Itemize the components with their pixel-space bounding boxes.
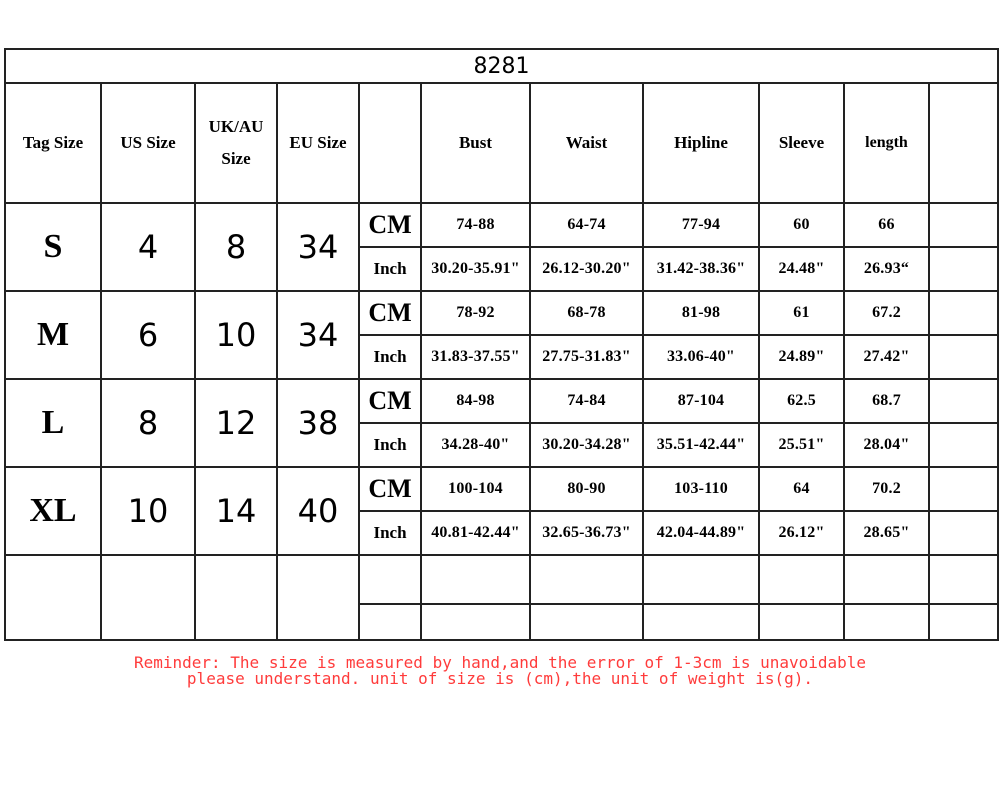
reminder-line-1: Reminder: The size is measured by hand,and the error of 1-3cm is unavoidable: [133, 653, 867, 672]
waist-cm-cell: 80-90: [530, 467, 643, 511]
extra-cell: [929, 335, 998, 379]
tag-size-cell: M: [5, 291, 101, 379]
length-cm-cell: 70.2: [844, 467, 929, 511]
empty-cell: [101, 555, 195, 640]
us-size-cell: 6: [101, 291, 195, 379]
uk-au-size-cell: 8: [195, 203, 277, 291]
header-uk-au-size: [195, 83, 277, 203]
unit-inch-label: Inch: [359, 511, 421, 555]
empty-cell: [929, 555, 998, 604]
bust-cm-cell: 74-88: [421, 203, 530, 247]
hipline-cm-cell: 77-94: [643, 203, 759, 247]
uk-au-size-cell: 10: [195, 291, 277, 379]
header-extra: [929, 83, 998, 203]
bust-cm-cell: 100-104: [421, 467, 530, 511]
unit-cm-label: CM: [359, 203, 421, 247]
uk-au-size-cell: 14: [195, 467, 277, 555]
unit-inch-label: Inch: [359, 247, 421, 291]
tag-size-cell: S: [5, 203, 101, 291]
sleeve-inch-cell: 26.12": [759, 511, 844, 555]
length-cm-cell: 66: [844, 203, 929, 247]
empty-cell: [759, 604, 844, 640]
header-unit: [359, 83, 421, 203]
uk-au-size-cell: 12: [195, 379, 277, 467]
header-row: [5, 83, 998, 203]
empty-cell: [844, 604, 929, 640]
extra-cell: [929, 467, 998, 511]
unit-inch-label: Inch: [359, 423, 421, 467]
unit-cm-label: CM: [359, 467, 421, 511]
unit-cm-label: CM: [359, 379, 421, 423]
header-sleeve: Sleeve: [759, 83, 844, 203]
us-size-cell: 10: [101, 467, 195, 555]
waist-inch-cell: 27.75-31.83": [530, 335, 643, 379]
length-inch-cell: 28.65": [844, 511, 929, 555]
sleeve-cm-cell: 62.5: [759, 379, 844, 423]
length-inch-cell: 28.04": [844, 423, 929, 467]
table-row-l-cm: [5, 379, 998, 423]
sleeve-inch-cell: 24.89": [759, 335, 844, 379]
eu-size-cell: 38: [277, 379, 359, 467]
empty-cell: [530, 555, 643, 604]
hipline-inch-cell: 31.42-38.36": [643, 247, 759, 291]
header-uk-au-line2: Size: [221, 149, 251, 168]
eu-size-cell: 40: [277, 467, 359, 555]
hipline-inch-cell: 42.04-44.89": [643, 511, 759, 555]
table-row-m-cm: [5, 291, 998, 335]
us-size-cell: 8: [101, 379, 195, 467]
extra-cell: [929, 423, 998, 467]
size-chart-table: [4, 48, 999, 641]
empty-cell: [844, 555, 929, 604]
header-hipline: Hipline: [643, 83, 759, 203]
empty-cell: [359, 555, 421, 604]
extra-cell: [929, 379, 998, 423]
sleeve-inch-cell: 25.51": [759, 423, 844, 467]
waist-cm-cell: 64-74: [530, 203, 643, 247]
header-waist: Waist: [530, 83, 643, 203]
bust-inch-cell: 30.20-35.91": [421, 247, 530, 291]
empty-cell: [530, 604, 643, 640]
bust-inch-cell: 31.83-37.55": [421, 335, 530, 379]
waist-inch-cell: 32.65-36.73": [530, 511, 643, 555]
bust-cm-cell: 78-92: [421, 291, 530, 335]
length-inch-cell: 27.42": [844, 335, 929, 379]
us-size-cell: 4: [101, 203, 195, 291]
unit-cm-label: CM: [359, 291, 421, 335]
hipline-cm-cell: 103-110: [643, 467, 759, 511]
empty-cell: [359, 604, 421, 640]
reminder-note: [0, 655, 1000, 687]
hipline-inch-cell: 33.06-40": [643, 335, 759, 379]
hipline-cm-cell: 81-98: [643, 291, 759, 335]
waist-inch-cell: 30.20-34.28": [530, 423, 643, 467]
length-cm-cell: 67.2: [844, 291, 929, 335]
table-row-xl-cm: [5, 467, 998, 511]
sleeve-cm-cell: 64: [759, 467, 844, 511]
header-uk-au-line1: UK/AU: [208, 116, 264, 136]
reminder-line-2: please understand. unit of size is (cm),the unit of weight is(g).: [186, 669, 814, 688]
eu-size-cell: 34: [277, 203, 359, 291]
sleeve-cm-cell: 60: [759, 203, 844, 247]
empty-cell: [643, 604, 759, 640]
header-tag-size: Tag Size: [5, 83, 101, 203]
header-bust: Bust: [421, 83, 530, 203]
length-cm-cell: 68.7: [844, 379, 929, 423]
bust-cm-cell: 84-98: [421, 379, 530, 423]
bust-inch-cell: 40.81-42.44": [421, 511, 530, 555]
sleeve-inch-cell: 24.48": [759, 247, 844, 291]
extra-cell: [929, 203, 998, 247]
unit-inch-label: Inch: [359, 335, 421, 379]
empty-cell: [643, 555, 759, 604]
bust-inch-cell: 34.28-40": [421, 423, 530, 467]
extra-cell: [929, 511, 998, 555]
empty-cell: [277, 555, 359, 640]
tag-size-cell: XL: [5, 467, 101, 555]
header-length: length: [844, 83, 929, 203]
sleeve-cm-cell: 61: [759, 291, 844, 335]
extra-cell: [929, 247, 998, 291]
hipline-cm-cell: 87-104: [643, 379, 759, 423]
empty-cell: [195, 555, 277, 640]
eu-size-cell: 34: [277, 291, 359, 379]
header-us-size: US Size: [101, 83, 195, 203]
tag-size-cell: L: [5, 379, 101, 467]
waist-cm-cell: 68-78: [530, 291, 643, 335]
empty-cell: [421, 604, 530, 640]
empty-cell: [421, 555, 530, 604]
table-row-s-cm: [5, 203, 998, 247]
extra-cell: [929, 291, 998, 335]
empty-cell: [5, 555, 101, 640]
header-eu-size: EU Size: [277, 83, 359, 203]
empty-row: [5, 555, 998, 604]
empty-cell: [759, 555, 844, 604]
waist-inch-cell: 26.12-30.20": [530, 247, 643, 291]
empty-cell: [929, 604, 998, 640]
waist-cm-cell: 74-84: [530, 379, 643, 423]
length-inch-cell: 26.93“: [844, 247, 929, 291]
hipline-inch-cell: 35.51-42.44": [643, 423, 759, 467]
table-title: 8281: [5, 49, 998, 83]
